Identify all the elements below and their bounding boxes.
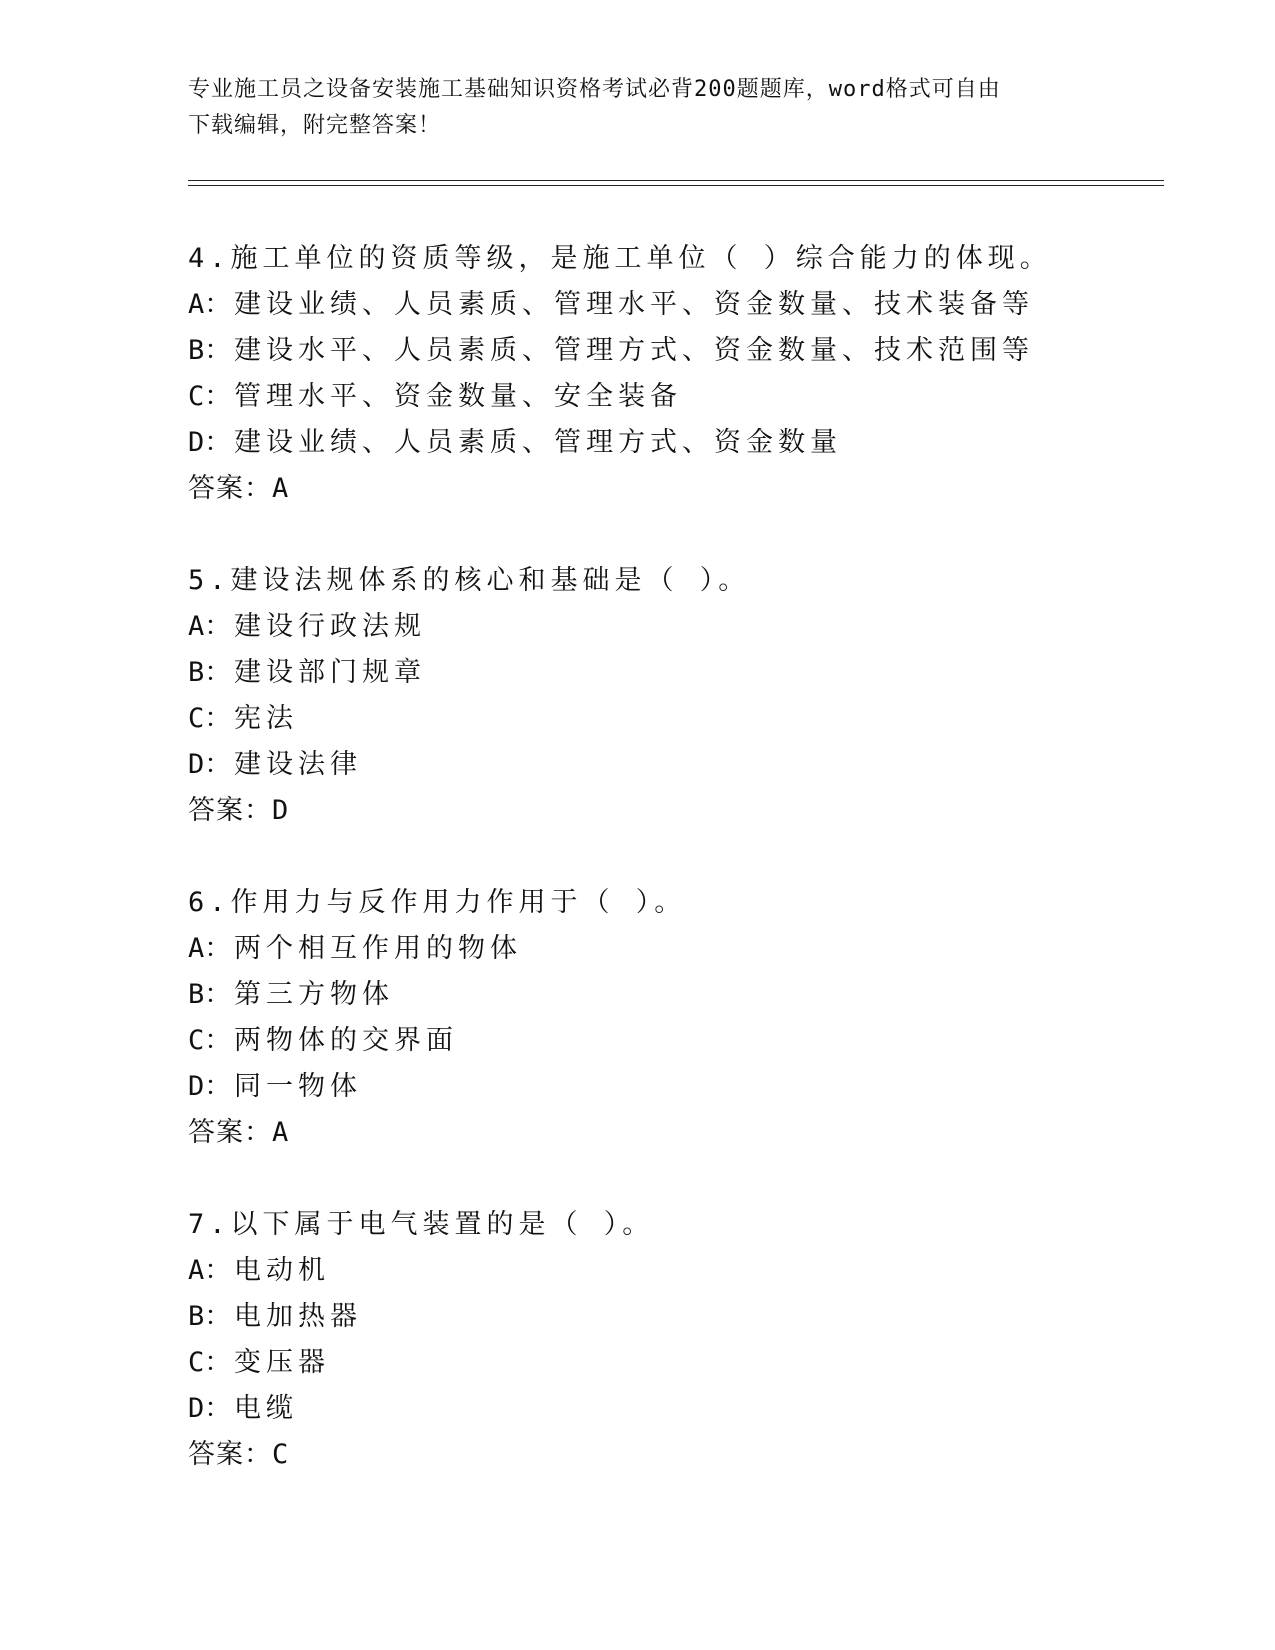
option-b bbox=[188, 650, 1168, 696]
document-header bbox=[188, 72, 1088, 144]
question-text: 5.建设法规体系的核心和基础是（ ）。 bbox=[188, 565, 751, 596]
option-key: A： bbox=[188, 1255, 232, 1286]
option-text: 管理水平、资金数量、安全装备 bbox=[234, 381, 682, 412]
header-divider-bottom bbox=[188, 185, 1164, 186]
option-text: 宪法 bbox=[234, 703, 298, 734]
option-c bbox=[188, 696, 1168, 742]
option-key: A： bbox=[188, 289, 232, 320]
option-key: D： bbox=[188, 749, 232, 780]
option-text: 建设部门规章 bbox=[234, 657, 426, 688]
question-item bbox=[188, 236, 1168, 558]
option-key: D： bbox=[188, 427, 232, 458]
option-c bbox=[188, 374, 1168, 420]
option-key: C： bbox=[188, 1025, 232, 1056]
question-item bbox=[188, 1202, 1168, 1524]
answer-line: 答案：D bbox=[188, 795, 290, 826]
option-c bbox=[188, 1340, 1168, 1386]
option-a bbox=[188, 926, 1168, 972]
answer-line: 答案：C bbox=[188, 1439, 290, 1470]
option-key: B： bbox=[188, 335, 232, 366]
option-key: B： bbox=[188, 657, 232, 688]
option-key: B： bbox=[188, 1301, 232, 1332]
option-key: D： bbox=[188, 1071, 232, 1102]
option-text: 同一物体 bbox=[234, 1071, 362, 1102]
option-a bbox=[188, 282, 1168, 328]
option-b bbox=[188, 972, 1168, 1018]
option-text: 建设法律 bbox=[234, 749, 362, 780]
option-text: 建设行政法规 bbox=[234, 611, 426, 642]
option-key: C： bbox=[188, 381, 232, 412]
option-text: 电缆 bbox=[234, 1393, 298, 1424]
option-text: 变压器 bbox=[234, 1347, 330, 1378]
question-text: 6.作用力与反作用力作用于（ ）。 bbox=[188, 887, 687, 918]
question-item bbox=[188, 880, 1168, 1202]
question-item bbox=[188, 558, 1168, 880]
option-d bbox=[188, 742, 1168, 788]
question-text: 4.施工单位的资质等级，是施工单位（ ）综合能力的体现。 bbox=[188, 243, 1052, 274]
option-d bbox=[188, 420, 1168, 466]
option-text: 建设业绩、人员素质、管理水平、资金数量、技术装备等 bbox=[234, 289, 1034, 320]
answer-line: 答案：A bbox=[188, 473, 290, 504]
option-text: 第三方物体 bbox=[234, 979, 394, 1010]
option-text: 两个相互作用的物体 bbox=[234, 933, 522, 964]
answer-line: 答案：A bbox=[188, 1117, 290, 1148]
question-text: 7.以下属于电气装置的是（ ）。 bbox=[188, 1209, 655, 1240]
option-text: 电加热器 bbox=[234, 1301, 362, 1332]
option-key: C： bbox=[188, 1347, 232, 1378]
option-key: A： bbox=[188, 611, 232, 642]
header-line-1: 专业施工员之设备安装施工基础知识资格考试必背200题题库，word格式可自由 bbox=[188, 77, 1001, 102]
option-key: A： bbox=[188, 933, 232, 964]
option-text: 建设水平、人员素质、管理方式、资金数量、技术范围等 bbox=[234, 335, 1034, 366]
option-b bbox=[188, 328, 1168, 374]
option-key: B： bbox=[188, 979, 232, 1010]
option-b bbox=[188, 1294, 1168, 1340]
option-text: 两物体的交界面 bbox=[234, 1025, 458, 1056]
option-key: C： bbox=[188, 703, 232, 734]
option-d bbox=[188, 1386, 1168, 1432]
option-d bbox=[188, 1064, 1168, 1110]
header-line-2: 下载编辑，附完整答案！ bbox=[188, 113, 442, 138]
option-text: 电动机 bbox=[234, 1255, 330, 1286]
option-c bbox=[188, 1018, 1168, 1064]
option-text: 建设业绩、人员素质、管理方式、资金数量 bbox=[234, 427, 842, 458]
option-a bbox=[188, 1248, 1168, 1294]
option-key: D： bbox=[188, 1393, 232, 1424]
header-divider-top bbox=[188, 180, 1164, 181]
option-a bbox=[188, 604, 1168, 650]
question-list bbox=[188, 236, 1168, 1524]
